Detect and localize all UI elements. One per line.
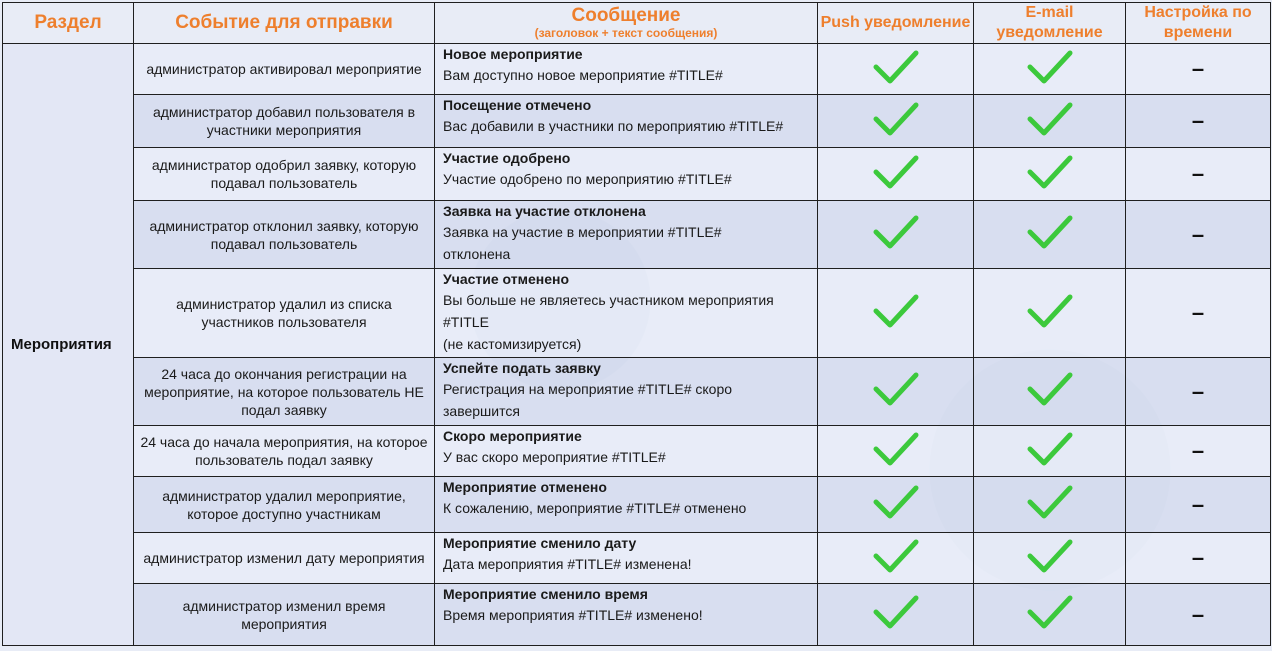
table-row [3,426,1271,477]
header-section: Раздел [3,3,134,44]
email-cell [974,477,1126,533]
header-message-title: Сообщение [571,5,681,26]
message-cell [435,269,818,358]
message-title: Посещение отмечено [443,97,592,113]
timing-cell: – [1126,95,1271,148]
message-line: Участие одобрено по мероприятию #TITLE# [443,171,732,187]
push-checkmark-icon [872,536,920,576]
email-checkmark-icon [1026,212,1074,252]
message-line: К сожалению, мероприятие #TITLE# отменено [443,500,747,516]
header-push: Push уведомление [818,3,974,44]
message-cell [435,95,818,148]
message-cell [435,201,818,269]
timing-cell: – [1126,148,1271,201]
email-checkmark-icon [1026,369,1074,409]
message-title: Мероприятие отменено [443,479,607,495]
email-cell [974,44,1126,95]
table-row [3,533,1271,584]
email-cell [974,269,1126,358]
message-line: Вам доступно новое мероприятие #TITLE# [443,67,723,83]
header-row [3,3,1271,44]
message-title: Скоро мероприятие [443,428,582,444]
email-cell [974,358,1126,426]
email-cell [974,148,1126,201]
message-line: Заявка на участие в мероприятии #TITLE# [443,224,722,240]
notifications-table [2,2,1271,646]
section-cell: Мероприятия [3,44,134,646]
push-cell [818,269,974,358]
push-cell [818,426,974,477]
email-checkmark-icon [1026,291,1074,331]
message-cell [435,44,818,95]
push-checkmark-icon [872,152,920,192]
header-message-subtitle: (заголовок + текст сообщения) [534,26,718,40]
header-event: Событие для отправки [134,3,435,44]
table-row [3,584,1271,646]
message-cell [435,148,818,201]
message-line: Время мероприятия #TITLE# изменено! [443,607,703,623]
email-cell [974,584,1126,646]
message-line: отклонена [443,246,511,262]
message-cell [435,584,818,646]
message-title: Новое мероприятие [443,46,583,62]
table-row [3,269,1271,358]
email-checkmark-icon [1026,99,1074,139]
message-line: Вы больше не являетесь участником мероприятия [443,292,774,308]
timing-cell: – [1126,201,1271,269]
push-cell [818,148,974,201]
table-row [3,201,1271,269]
event-cell: администратор удалил из списка участников пользователя [134,269,435,358]
table-row [3,358,1271,426]
message-title: Мероприятие сменило время [443,586,648,602]
email-cell [974,533,1126,584]
push-checkmark-icon [872,482,920,522]
message-title: Мероприятие сменило дату [443,535,637,551]
push-cell [818,95,974,148]
timing-cell: – [1126,358,1271,426]
email-checkmark-icon [1026,592,1074,632]
header-timing: Настройка по времени [1126,3,1271,44]
push-checkmark-icon [872,429,920,469]
email-cell [974,426,1126,477]
push-checkmark-icon [872,212,920,252]
table-row [3,148,1271,201]
message-line: Регистрация на мероприятие #TITLE# скоро [443,381,733,397]
email-checkmark-icon [1026,47,1074,87]
timing-cell: – [1126,426,1271,477]
header-message [435,3,818,44]
event-cell: администратор отклонил заявку, которую подавал пользователь [134,201,435,269]
email-cell [974,201,1126,269]
table-row [3,95,1271,148]
event-cell: администратор активировал мероприятие [134,44,435,95]
table-row [3,44,1271,95]
event-cell: 24 часа до начала мероприятия, на которое пользователь подал заявку [134,426,435,477]
table-row [3,477,1271,533]
message-line: (не кастомизируется) [443,336,582,352]
push-cell [818,358,974,426]
message-cell [435,358,818,426]
event-cell: администратор одобрил заявку, которую подавал пользователь [134,148,435,201]
email-cell [974,95,1126,148]
email-checkmark-icon [1026,536,1074,576]
push-cell [818,44,974,95]
message-title: Участие отменено [443,271,569,287]
event-cell: администратор изменил дату мероприятия [134,533,435,584]
message-title: Успейте подать заявку [443,360,601,376]
message-cell [435,426,818,477]
message-line: Дата мероприятия #TITLE# изменена! [443,556,692,572]
message-cell [435,533,818,584]
event-cell: администратор удалил мероприятие, которое доступно участникам [134,477,435,533]
message-line: У вас скоро мероприятие #TITLE# [443,449,666,465]
email-checkmark-icon [1026,482,1074,522]
push-checkmark-icon [872,47,920,87]
timing-cell: – [1126,477,1271,533]
message-title: Заявка на участие отклонена [443,203,646,219]
event-cell: администратор добавил пользователя в участники мероприятия [134,95,435,148]
timing-cell: – [1126,269,1271,358]
push-checkmark-icon [872,291,920,331]
event-cell: 24 часа до окончания регистрации на мероприятие, на которое пользователь НЕ подал заявку [134,358,435,426]
push-cell [818,533,974,584]
event-cell: администратор изменил время мероприятия [134,584,435,646]
push-checkmark-icon [872,369,920,409]
push-checkmark-icon [872,592,920,632]
timing-cell: – [1126,533,1271,584]
timing-cell: – [1126,44,1271,95]
message-line: завершится [443,403,520,419]
push-checkmark-icon [872,99,920,139]
timing-cell: – [1126,584,1271,646]
message-line: Вас добавили в участники по мероприятию #TITLE# [443,118,784,134]
email-checkmark-icon [1026,152,1074,192]
push-cell [818,477,974,533]
push-cell [818,201,974,269]
message-title: Участие одобрено [443,150,571,166]
message-cell [435,477,818,533]
email-checkmark-icon [1026,429,1074,469]
push-cell [818,584,974,646]
message-line: #TITLE [443,314,489,330]
header-email: E-mail уведомление [974,3,1126,44]
